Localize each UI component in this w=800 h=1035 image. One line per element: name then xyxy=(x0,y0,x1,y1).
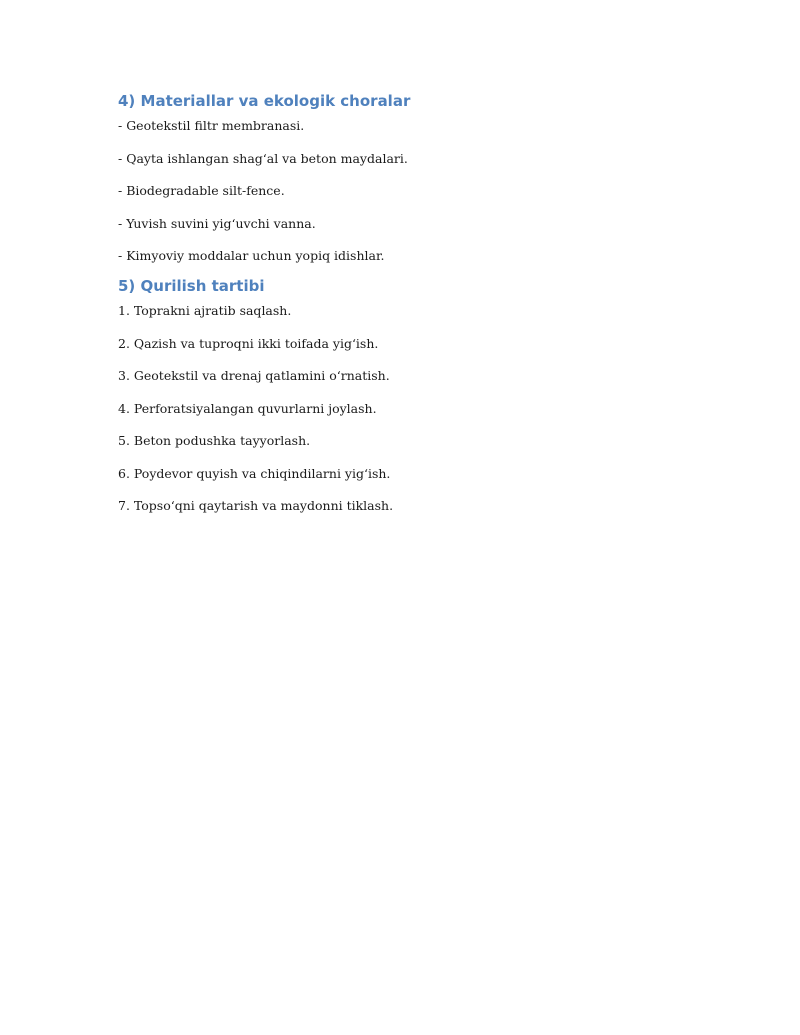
list-item: 5. Beton podushka tayyorlash. xyxy=(118,433,311,448)
list-item: 1. Toprakni ajratib saqlash. xyxy=(118,303,292,318)
list-item: - Kimyoviy moddalar uchun yopiq idishlar. xyxy=(118,248,385,263)
section-heading-construction-order: 5) Qurilish tartibi xyxy=(118,277,265,295)
list-item: 3. Geotekstil va drenaj qatlamini o‘rnatish. xyxy=(118,368,390,383)
list-item: - Qayta ishlangan shag‘al va beton maydalari. xyxy=(118,150,408,166)
list-item: 7. Topso‘qni qaytarish va maydonni tiklash. xyxy=(118,498,394,513)
list-item: 6. Poydevor quyish va chiqindilarni yig‘ish. xyxy=(118,465,391,481)
list-item: - Biodegradable silt-fence. xyxy=(118,183,285,198)
list-item: - Yuvish suvini yig‘uvchi vanna. xyxy=(118,215,316,231)
construction-order-section xyxy=(118,275,718,515)
section-heading-materials: 4) Materiallar va ekologik choralar xyxy=(118,92,411,110)
list-item: - Geotekstil filtr membranasi. xyxy=(118,118,305,133)
materials-list xyxy=(118,117,718,265)
list-item: 4. Perforatsiyalangan quvurlarni joylash. xyxy=(118,400,377,416)
steps-list xyxy=(118,302,718,515)
document-content xyxy=(118,90,718,530)
list-item: 2. Qazish va tuproqni ikki toifada yig‘ish. xyxy=(118,335,379,351)
